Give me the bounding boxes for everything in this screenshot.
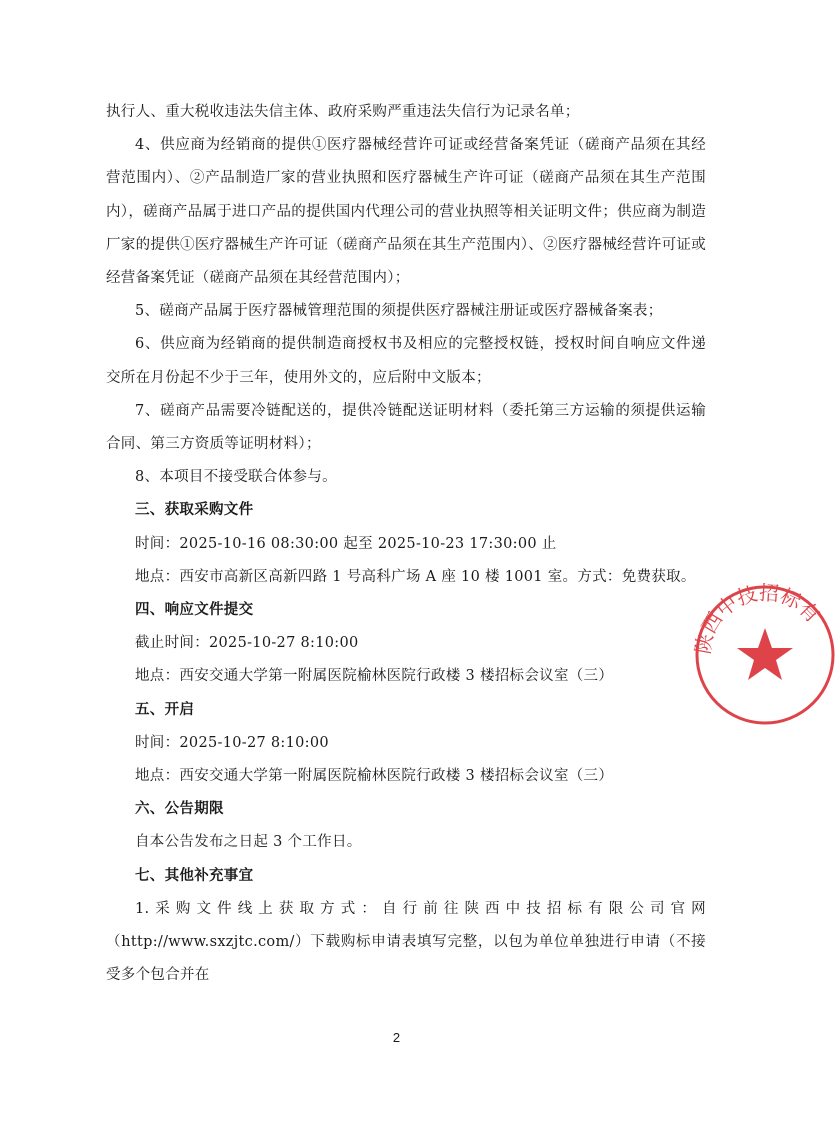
paragraph: 截止时间：2025-10-27 8:10:00 — [135, 635, 359, 652]
paragraph: 地点：西安交通大学第一附属医院榆林医院行政楼 3 楼招标会议室（三） — [135, 768, 614, 785]
company-seal-stamp — [690, 580, 840, 730]
paragraph: 地点：西安交通大学第一附属医院榆林医院行政楼 3 楼招标会议室（三） — [135, 668, 614, 685]
document-body — [106, 96, 706, 992]
page-number: 2 — [392, 1030, 401, 1045]
paragraph: 自本公告发布之日起 3 个工作日。 — [135, 834, 362, 851]
paragraph: 6、供应商为经销商的提供制造商授权书及相应的完整授权链，授权时间自响应文件递交所在月份起不少于三年，使用外文的，应后附中文版本； — [106, 336, 706, 386]
paragraph: 4、供应商为经销商的提供①医疗器械经营许可证或经营备案凭证（磋商产品须在其经营范围内）、②产品制造厂家的营业执照和医疗器械生产许可证（磋商产品须在其生产范围内），磋商产品属于进口产品的提供国内代理公司的营业执照等相关证明文件；供应商为制造厂家的提供①医疗器械生产许可证（磋商产品须在其生产范围内）、②医疗器械经营许可证或经营备案凭证（磋商产品须在其经营范围内）； — [106, 137, 706, 287]
paragraph: 地点：西安市高新区高新四路 1 号高科广场 A 座 10 楼 1001 室。方式：免费获取。 — [135, 568, 696, 585]
section-heading: 四、响应文件提交 — [135, 602, 254, 619]
paragraph: 执行人、重大税收违法失信主体、政府采购严重违法失信行为记录名单； — [106, 104, 580, 120]
svg-text:陕西中技招标有: 陕西中技招标有 — [690, 580, 825, 656]
paragraph: 时间：2025-10-27 8:10:00 — [135, 734, 329, 751]
paragraph: 1.采购文件线上获取方式：自行前往陕西中技招标有限公司官网（http://www.sxzjtc.com/）下载购标申请表填写完整，以包为单位单独进行申请（不接受多个包合并在 — [106, 900, 706, 984]
section-heading: 五、开启 — [135, 701, 195, 718]
paragraph: 7、磋商产品需要冷链配送的，提供冷链配送证明材料（委托第三方运输的须提供运输合同、第三方资质等证明材料）； — [106, 402, 706, 453]
section-heading: 三、获取采购文件 — [135, 502, 254, 519]
section-heading: 六、公告期限 — [135, 801, 224, 818]
section-heading: 七、其他补充事宜 — [135, 867, 254, 884]
paragraph: 8、本项目不接受联合体参与。 — [135, 469, 337, 486]
paragraph: 5、磋商产品属于医疗器械管理范围的须提供医疗器械注册证或医疗器械备案表； — [135, 303, 663, 320]
paragraph: 时间：2025-10-16 08:30:00 起至 2025-10-23 17:30:00 止 — [135, 535, 557, 552]
